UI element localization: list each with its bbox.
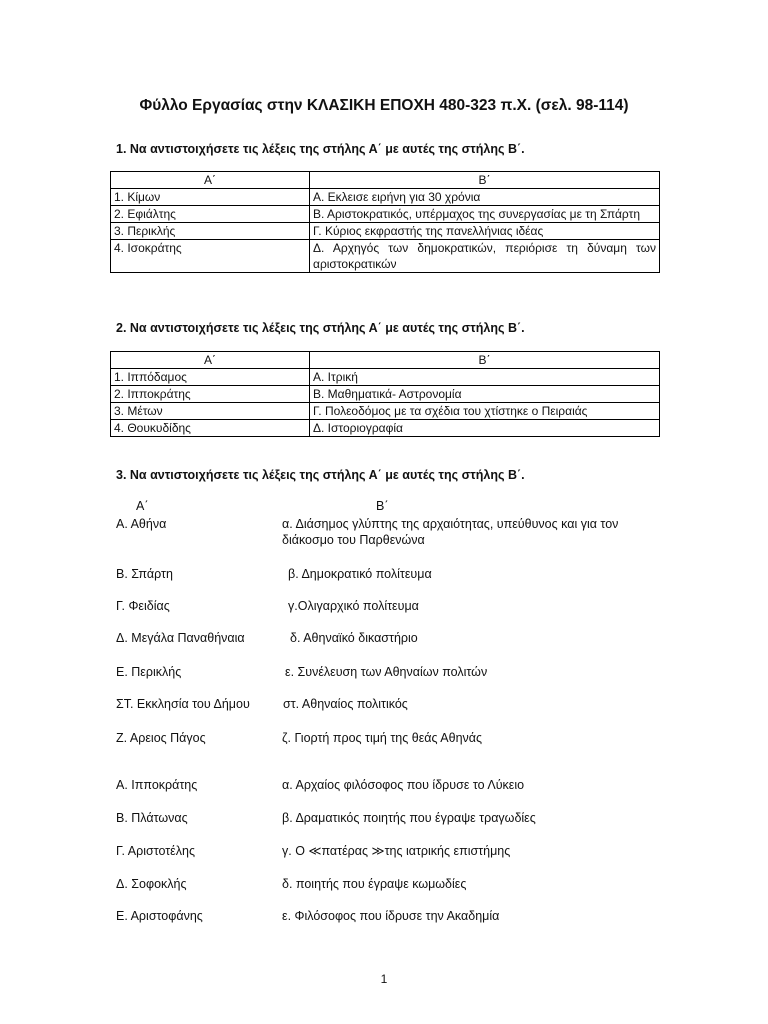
item-a: Δ. Σοφοκλής [116, 877, 187, 891]
item-a: Ε. Αριστοφάνης [116, 909, 203, 923]
item-a: Δ. Μεγάλα Παναθήναια [116, 631, 245, 645]
item-b: γ. Ο ≪πατέρας ≫της ιατρικής επιστήμης [282, 844, 511, 858]
table-row [111, 420, 660, 437]
item-b: δ. Αθηναϊκό δικαστήριο [290, 631, 418, 645]
item-b: α. Αρχαίος φιλόσοφος που ίδρυσε το Λύκειο [282, 778, 525, 792]
question-1-prompt: 1. Να αντιστοιχήσετε τις λέξεις της στήλης Α΄ με αυτές της στήλης Β΄. [116, 142, 525, 156]
table-cell-b: Γ. Πολεοδόμος με τα σχέδια του χτίστηκε ο Πειραιάς [310, 403, 660, 420]
item-a: Ζ. Αρειος Πάγος [116, 731, 206, 745]
item-a: Α. Αθήνα [116, 517, 167, 531]
item-a: Γ. Φειδίας [116, 599, 170, 613]
question-1-table [110, 171, 660, 273]
item-b-continued: διάκοσμο του Παρθενώνα [282, 533, 425, 547]
column-b-header: Β΄ [310, 352, 660, 369]
table-cell-b: Α. Εκλεισε ειρήνη για 30 χρόνια [310, 189, 660, 206]
page-number: 1 [380, 972, 388, 986]
item-b: α. Διάσημος γλύπτης της αρχαιότητας, υπεύθυνος και για τον [282, 517, 619, 531]
table-cell-a: 1. Κίμων [111, 189, 310, 206]
table-cell-a: 3. Μέτων [111, 403, 310, 420]
column-b-header: Β΄ [376, 499, 389, 513]
table-cell-a: 1. Ιππόδαμος [111, 369, 310, 386]
item-b: στ. Αθηναίος πολιτικός [283, 697, 408, 711]
table-cell-b: Γ. Κύριος εκφραστής της πανελλήνιας ιδέας [310, 223, 660, 240]
column-a-header: Α΄ [111, 172, 310, 189]
item-b: δ. ποιητής που έγραψε κωμωδίες [282, 877, 467, 891]
table-row [111, 223, 660, 240]
table-row [111, 403, 660, 420]
item-a: Ε. Περικλής [116, 665, 182, 679]
question-3-prompt: 3. Να αντιστοιχήσετε τις λέξεις της στήλης Α΄ με αυτές της στήλης Β΄. [116, 468, 525, 482]
table-cell-a: 4. Θουκυδίδης [111, 420, 310, 437]
item-a: Β. Πλάτωνας [116, 811, 188, 825]
table-row [111, 386, 660, 403]
question-2-prompt: 2. Να αντιστοιχήσετε τις λέξεις της στήλης Α΄ με αυτές της στήλης Β΄. [116, 321, 525, 335]
column-a-header: Α΄ [136, 499, 149, 513]
table-cell-b: Β. Αριστοκρατικός, υπέρμαχος της συνεργασίας με τη Σπάρτη [310, 206, 660, 223]
table-row [111, 369, 660, 386]
column-a-header: Α΄ [111, 352, 310, 369]
table-cell-b: Α. Ιτρική [310, 369, 660, 386]
table-row [111, 189, 660, 206]
table-cell-a: 4. Ισοκράτης [111, 240, 310, 273]
item-b: ζ. Γιορτή προς τιμή της θεάς Αθηνάς [282, 731, 483, 745]
table-cell-a: 3. Περικλής [111, 223, 310, 240]
item-b: γ.Ολιγαρχικό πολίτευμα [288, 599, 419, 613]
table-cell-b: Δ. Ιστοριογραφία [310, 420, 660, 437]
item-a: Β. Σπάρτη [116, 567, 173, 581]
question-2-table [110, 351, 660, 437]
item-a: Γ. Αριστοτέλης [116, 844, 195, 858]
table-cell-b: Δ. Αρχηγός των δημοκρατικών, περιόρισε τη δύναμη των αριστοκρατικών [310, 240, 660, 273]
item-b: ε. Φιλόσοφος που ίδρυσε την Ακαδημία [282, 909, 500, 923]
item-b: ε. Συνέλευση των Αθηναίων πολιτών [285, 665, 488, 679]
item-a: ΣΤ. Εκκλησία του Δήμου [116, 697, 250, 711]
item-b: β. Δημοκρατικό πολίτευμα [288, 567, 432, 581]
table-row [111, 240, 660, 273]
worksheet-title: Φύλλο Εργασίας στην ΚΛΑΣΙΚΗ ΕΠΟΧΗ 480-323 π.Χ. (σελ. 98-114) [139, 97, 629, 114]
table-cell-a: 2. Ιπποκράτης [111, 386, 310, 403]
item-a: Α. Ιπποκράτης [116, 778, 198, 792]
column-b-header: Β΄ [310, 172, 660, 189]
item-b: β. Δραματικός ποιητής που έγραψε τραγωδίες [282, 811, 536, 825]
table-cell-a: 2. Εφιάλτης [111, 206, 310, 223]
table-cell-b: Β. Μαθηματικά- Αστρονομία [310, 386, 660, 403]
table-row [111, 206, 660, 223]
